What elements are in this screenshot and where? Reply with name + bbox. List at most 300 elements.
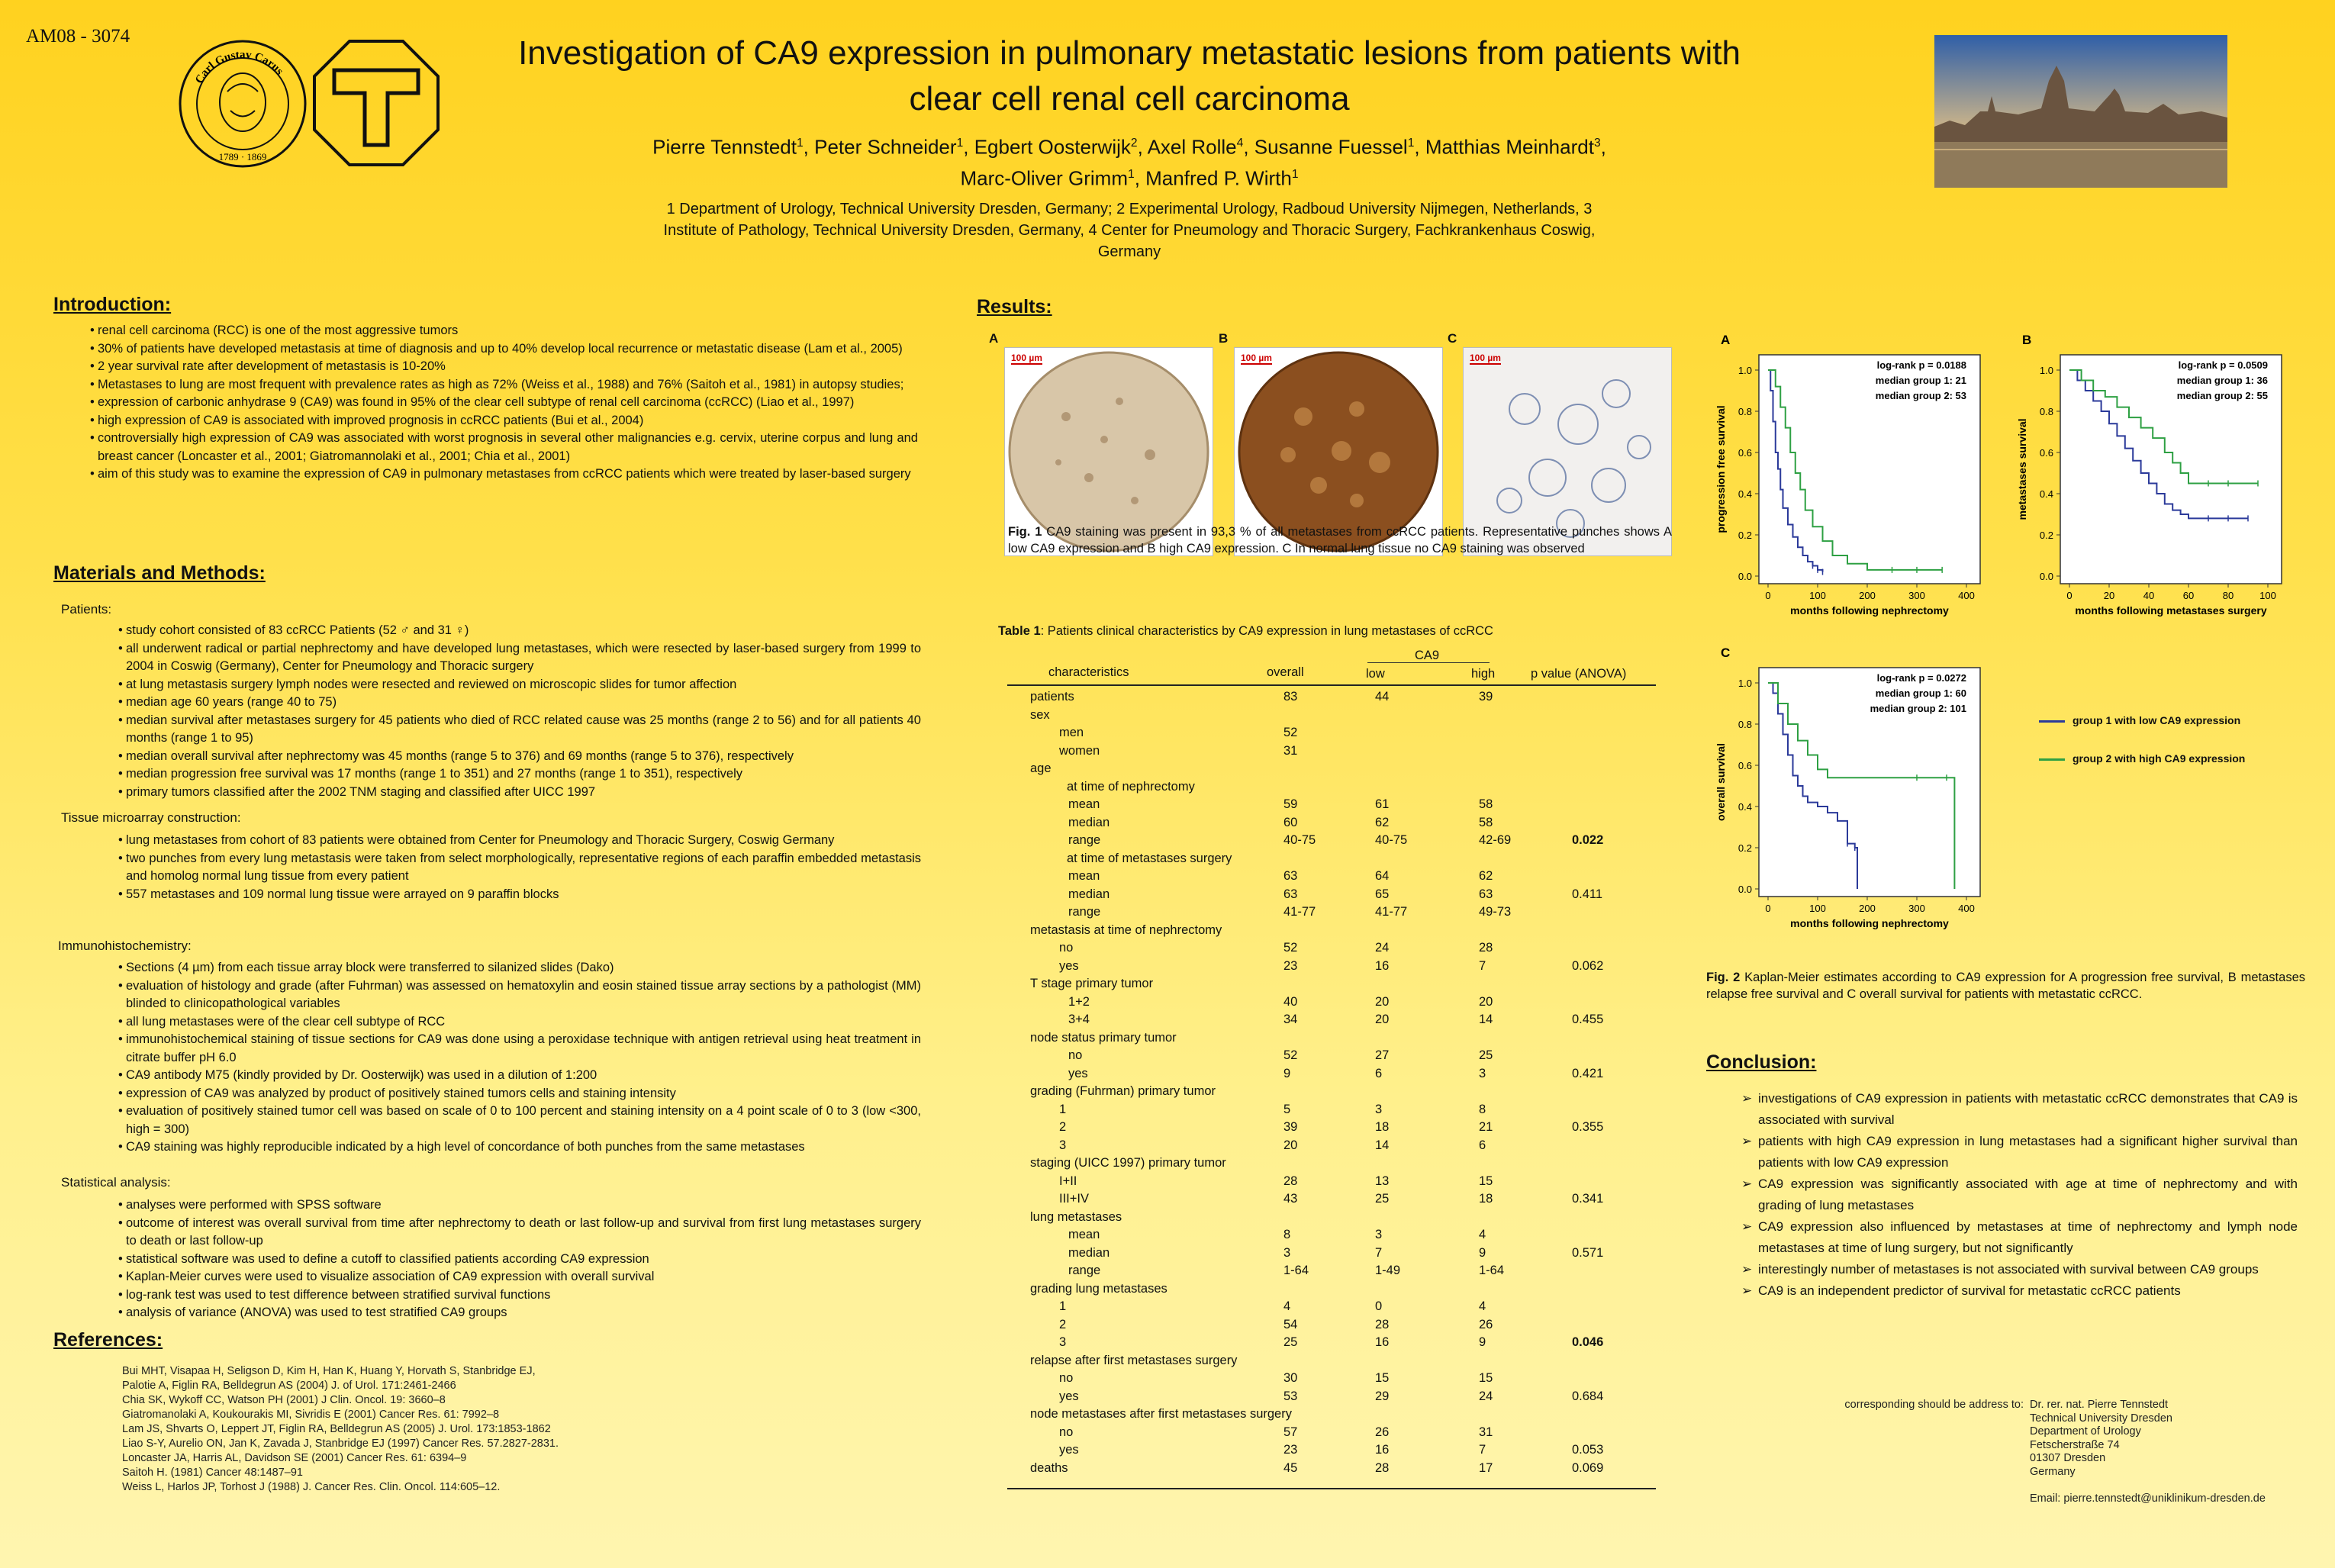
km-annotation: log-rank p = 0.0272 bbox=[1876, 672, 1966, 684]
author-name: Axel Rolle bbox=[1147, 135, 1237, 159]
table-cell-label: I+II bbox=[1059, 1174, 1077, 1188]
ihc-bullet: • Sections (4 µm) from each tissue array block were transferred to silanized slides (Dako) bbox=[118, 959, 921, 977]
table-row bbox=[1007, 1120, 1671, 1138]
table-cell-label: sex bbox=[1030, 707, 1050, 722]
ihc-bullet: • evaluation of positively stained tumor cell was based on scale of 0 to 100 percent and staining intensity on a 4 point scale of 0 to 3 (low <300, high = 300) bbox=[118, 1103, 921, 1138]
table-row bbox=[1007, 1407, 1671, 1425]
references-heading: References: bbox=[53, 1329, 163, 1351]
y-tick-label: 0.8 bbox=[1738, 719, 1752, 730]
table-cell-low: 15 bbox=[1375, 1371, 1390, 1385]
table-row bbox=[1007, 1228, 1671, 1246]
table-cell-low: 28 bbox=[1375, 1460, 1390, 1475]
y-tick-label: 0.4 bbox=[1738, 801, 1752, 813]
x-tick-label: 100 bbox=[1809, 903, 1826, 914]
reference-line: Liao S-Y, Aurelio ON, Jan K, Zavada J, Stanbridge EJ (1997) Cancer Res. 57.2827-2831. bbox=[122, 1438, 559, 1450]
table-row bbox=[1007, 852, 1671, 870]
table-cell-label: yes bbox=[1068, 1066, 1088, 1080]
table-cell-high: 20 bbox=[1479, 994, 1493, 1009]
y-tick-label: 0.8 bbox=[2039, 406, 2053, 417]
table-cell-overall: 30 bbox=[1283, 1371, 1298, 1385]
y-tick-label: 0.2 bbox=[2039, 530, 2053, 541]
table-cell-overall: 57 bbox=[1283, 1425, 1298, 1439]
poster-code: AM08 - 3074 bbox=[26, 26, 130, 47]
km-plot-b bbox=[2007, 324, 2297, 645]
table-cell-high: 26 bbox=[1479, 1317, 1493, 1331]
y-tick-label: 1.0 bbox=[1738, 678, 1752, 689]
table-cell-label: grading (Fuhrman) primary tumor bbox=[1030, 1084, 1216, 1098]
table-cell-overall: 60 bbox=[1283, 815, 1298, 829]
table-cell-overall: 40-75 bbox=[1283, 833, 1316, 847]
table-cell-label: yes bbox=[1059, 1443, 1079, 1457]
table-cell-low: 27 bbox=[1375, 1048, 1390, 1062]
table-cell-label: 1+2 bbox=[1068, 994, 1090, 1009]
table-row bbox=[1007, 744, 1671, 762]
table-row bbox=[1007, 726, 1671, 744]
table-cell-high: 15 bbox=[1479, 1174, 1493, 1188]
correspondence-line: Email: pierre.tennstedt@uniklinikum-dresden.de bbox=[2030, 1492, 2266, 1505]
table-cell-label: range bbox=[1068, 905, 1101, 919]
svg-text:Carl Gustav Carus: Carl Gustav Carus bbox=[193, 48, 286, 86]
table-cell-low: 44 bbox=[1375, 690, 1390, 704]
km-annotation: median group 1: 21 bbox=[1875, 375, 1966, 386]
table-cell-label: patients bbox=[1030, 690, 1074, 704]
table-row bbox=[1007, 833, 1671, 852]
table-row bbox=[1007, 1443, 1671, 1461]
table-cell-high: 4 bbox=[1479, 1299, 1486, 1313]
table-cell-label: 3 bbox=[1059, 1138, 1067, 1152]
table-row bbox=[1007, 1425, 1671, 1444]
reference-line: Palotie A, Figlin RA, Belldegrun AS (2004) J. of Urol. 171:2461-2466 bbox=[122, 1380, 456, 1392]
table-cell-overall: 3 bbox=[1283, 1245, 1291, 1260]
table-cell-low: 28 bbox=[1375, 1317, 1390, 1331]
table-cell-label: range bbox=[1068, 1264, 1101, 1277]
stats-bullet: • Kaplan-Meier curves were used to visualize association of CA9 expression with overall survival bbox=[118, 1268, 921, 1286]
table-cell-overall: 52 bbox=[1283, 726, 1298, 739]
table-cell-p: 0.571 bbox=[1572, 1245, 1604, 1260]
table-cell-low: 14 bbox=[1375, 1138, 1390, 1152]
table-cell-high: 31 bbox=[1479, 1425, 1493, 1439]
table-cell-label: no bbox=[1059, 941, 1074, 955]
table-cell-label: no bbox=[1059, 1425, 1074, 1439]
table-cell-label: 1 bbox=[1059, 1102, 1067, 1116]
table-cell-overall: 25 bbox=[1283, 1335, 1298, 1349]
punch-label-b: B bbox=[1219, 331, 1229, 346]
th-characteristics: characteristics bbox=[1048, 665, 1129, 679]
x-axis-label: months following nephrectomy bbox=[1790, 604, 1949, 617]
table-cell-low: 65 bbox=[1375, 887, 1390, 901]
table-cell-low: 16 bbox=[1375, 958, 1390, 973]
tma-list bbox=[118, 832, 921, 903]
y-tick-label: 0.2 bbox=[1738, 842, 1752, 854]
panel-letter: A bbox=[1721, 333, 1731, 347]
table-cell-low: 16 bbox=[1375, 1335, 1390, 1349]
patients-bullet: • study cohort consisted of 83 ccRCC Patients (52 ♂ and 31 ♀) bbox=[118, 622, 921, 640]
x-axis-label: months following nephrectomy bbox=[1790, 917, 1949, 929]
author-affil-number: 1 bbox=[1291, 167, 1299, 181]
table-row bbox=[1007, 977, 1671, 995]
table-cell-overall: 9 bbox=[1283, 1066, 1291, 1080]
table-cell-overall: 63 bbox=[1283, 869, 1298, 883]
table-cell-overall: 53 bbox=[1283, 1389, 1298, 1403]
table-cell-label: no bbox=[1068, 1048, 1083, 1062]
table-row bbox=[1007, 1174, 1671, 1193]
x-tick-label: 400 bbox=[1958, 903, 1975, 914]
y-tick-label: 0.6 bbox=[1738, 760, 1752, 771]
author-name: Peter Schneider bbox=[814, 135, 957, 159]
x-tick-label: 400 bbox=[1958, 590, 1975, 601]
reference-line: Lam JS, Shvarts O, Leppert JT, Figlin RA, Belldegrun AS (2005) J. Urol. 173:1853-1862 bbox=[122, 1423, 551, 1435]
table-row bbox=[1007, 1084, 1671, 1103]
table-cell-p: 0.355 bbox=[1572, 1120, 1604, 1134]
table-cell-label: relapse after first metastases surgery bbox=[1030, 1353, 1238, 1367]
fig2-caption: Fig. 2 Kaplan-Meier estimates according to CA9 expression for A progression free survival, B metastases relapse free survival and C overall survival for patients with metastatic ccRCC. bbox=[1706, 971, 2305, 1001]
table-cell-p: 0.341 bbox=[1572, 1192, 1604, 1206]
correspondence-line: Germany bbox=[2030, 1465, 2076, 1478]
table-row bbox=[1007, 780, 1671, 798]
patients-list bbox=[118, 622, 921, 801]
conclusion-bullet: ➢ investigations of CA9 expression in patients with metastatic ccRCC demonstrates that CA9 is associated with survival bbox=[1706, 1088, 2298, 1131]
table-cell-high: 62 bbox=[1479, 869, 1493, 883]
x-tick-label: 0 bbox=[1765, 903, 1771, 914]
table-row bbox=[1007, 1192, 1671, 1210]
x-tick-label: 300 bbox=[1908, 590, 1925, 601]
table-cell-label: yes bbox=[1059, 1389, 1079, 1403]
table-row bbox=[1007, 1067, 1671, 1085]
table-cell-high: 6 bbox=[1479, 1138, 1486, 1152]
table-cell-p: 0.069 bbox=[1572, 1460, 1604, 1475]
author-name: Egbert Oosterwijk bbox=[974, 135, 1131, 159]
conclusion-bullet: ➢ patients with high CA9 expression in lung metastases had a significant higher survival than patients with low CA9 expression bbox=[1706, 1131, 2298, 1174]
table-cell-high: 4 bbox=[1479, 1228, 1486, 1241]
author-affil-number: 1 bbox=[796, 137, 804, 150]
table-row bbox=[1007, 1210, 1671, 1228]
reference-line: Giatromanolaki A, Koukourakis MI, Sivridis E (2001) Cancer Res. 61: 7992–8 bbox=[122, 1409, 500, 1421]
stats-subheading: Statistical analysis: bbox=[61, 1175, 171, 1190]
author-name: Marc-Oliver Grimm bbox=[960, 166, 1128, 190]
table-row bbox=[1007, 797, 1671, 816]
punch-label-a: A bbox=[989, 331, 999, 346]
reference-line: Loncaster JA, Harris AL, Davidson SE (2001) Cancer Res. 61: 6394–9 bbox=[122, 1452, 467, 1464]
table-row bbox=[1007, 1318, 1671, 1336]
table-row bbox=[1007, 1013, 1671, 1031]
x-tick-label: 0 bbox=[1765, 590, 1771, 601]
correspondence-line: 01307 Dresden bbox=[2030, 1452, 2106, 1464]
table-cell-high: 9 bbox=[1479, 1245, 1486, 1260]
table-cell-overall: 28 bbox=[1283, 1174, 1298, 1188]
x-tick-label: 0 bbox=[2066, 590, 2073, 601]
intro-bullet: • 2 year survival rate after development of metastasis is 10-20% bbox=[90, 358, 918, 376]
table-cell-label: at time of metastases surgery bbox=[1067, 851, 1232, 865]
legend-low: group 1 with low CA9 expression bbox=[2039, 714, 2240, 726]
scale-bar-a: 100 µm bbox=[1011, 353, 1042, 363]
plot-area bbox=[1759, 668, 1980, 897]
correspondence-address bbox=[2030, 1399, 2312, 1505]
table-cell-overall: 1-64 bbox=[1283, 1264, 1309, 1277]
correspondence-label: corresponding should be address to: bbox=[1844, 1399, 2024, 1411]
ihc-bullet: • expression of CA9 was analyzed by product of positively stained tumors cells and staining intensity bbox=[118, 1085, 921, 1103]
conclusion-heading: Conclusion: bbox=[1706, 1051, 1817, 1073]
reference-line: Bui MHT, Visapaa H, Seligson D, Kim H, Han K, Huang Y, Horvath S, Stanbridge EJ, bbox=[122, 1365, 536, 1377]
author-affil-number: 2 bbox=[1130, 137, 1138, 150]
table-cell-overall: 45 bbox=[1283, 1460, 1298, 1475]
table-cell-high: 15 bbox=[1479, 1371, 1493, 1385]
table-cell-label: median bbox=[1068, 1245, 1110, 1260]
x-tick-label: 80 bbox=[2222, 590, 2234, 601]
table-cell-low: 20 bbox=[1375, 1013, 1390, 1026]
scale-bar-b: 100 µm bbox=[1241, 353, 1272, 363]
y-axis-label: metastases survival bbox=[2016, 418, 2028, 520]
methods-heading: Materials and Methods: bbox=[53, 562, 266, 584]
correspondence-line: Department of Urology bbox=[2030, 1425, 2141, 1438]
legend-high-swatch bbox=[2039, 758, 2065, 761]
table-row bbox=[1007, 995, 1671, 1013]
table-cell-low: 7 bbox=[1375, 1245, 1383, 1260]
table-cell-label: 2 bbox=[1059, 1120, 1067, 1134]
table-cell-low: 41-77 bbox=[1375, 905, 1408, 919]
author-name: Pierre Tennstedt bbox=[652, 135, 797, 159]
table-row bbox=[1007, 1354, 1671, 1372]
table-cell-label: 2 bbox=[1059, 1317, 1067, 1331]
x-tick-label: 40 bbox=[2143, 590, 2155, 601]
table-cell-high: 58 bbox=[1479, 797, 1493, 811]
table-cell-low: 40-75 bbox=[1375, 833, 1408, 847]
intro-bullet: • controversially high expression of CA9 was associated with worst prognosis in several other malignancies e.g. cervix, uterine corpus and lung and breast cancer (Loncaster et al., 2001; Giatromannolaki et al., 2001; Chia et al., 2001) bbox=[90, 430, 918, 465]
table-cell-label: median bbox=[1068, 815, 1110, 829]
intro-bullet: • Metastases to lung are most frequent with prevalence rates as high as 72% (Weiss et al., 1988) and 76% (Saitoh et al., 1981) in autopsy studies; bbox=[90, 376, 918, 394]
y-tick-label: 0.6 bbox=[1738, 447, 1752, 459]
table-cell-p: 0.421 bbox=[1572, 1066, 1604, 1080]
km-annotation: median group 1: 60 bbox=[1875, 687, 1966, 699]
ihc-subheading: Immunohistochemistry: bbox=[58, 939, 192, 953]
ihc-bullet: • CA9 staining was highly reproducible indicated by a high level of concordance of both punches from the same metastases bbox=[118, 1138, 921, 1157]
author-affil-number: 1 bbox=[1407, 137, 1415, 150]
conclusion-list bbox=[1706, 1088, 2298, 1302]
x-tick-label: 200 bbox=[1859, 903, 1876, 914]
table-cell-overall: 43 bbox=[1283, 1192, 1298, 1206]
table-cell-high: 42-69 bbox=[1479, 833, 1512, 847]
km-annotation: median group 2: 101 bbox=[1870, 703, 1966, 714]
author-affil-number: 4 bbox=[1236, 137, 1244, 150]
affiliations: 1 Department of Urology, Technical University Dresden, Germany; 2 Experimental Urology, Radboud University Nijmegen, Netherlands, 3 Institute of Pathology, Technical University Dresden, Germany, 4 Center for Pneumology and Thoracic Surgery, Fachkrankenhaus Coswig, Germany bbox=[663, 201, 1596, 260]
table-cell-overall: 23 bbox=[1283, 958, 1298, 973]
author-affil-number: 3 bbox=[1593, 137, 1601, 150]
patients-bullet: • primary tumors classified after the 2002 TNM staging and classified after UICC 1997 bbox=[118, 784, 921, 802]
table-row bbox=[1007, 1031, 1671, 1049]
table-row bbox=[1007, 1461, 1671, 1479]
x-axis-label: months following metastases surgery bbox=[2075, 604, 2267, 617]
table-cell-high: 9 bbox=[1479, 1335, 1486, 1349]
y-tick-label: 0.2 bbox=[1738, 530, 1752, 541]
reference-line: Weiss L, Harlos JP, Torhost J (1988) J. Cancer Res. Clin. Oncol. 114:605–12. bbox=[122, 1481, 501, 1493]
table-cell-p: 0.411 bbox=[1572, 887, 1603, 901]
table-cell-label: lung metastases bbox=[1030, 1209, 1122, 1224]
table-row bbox=[1007, 1246, 1671, 1264]
table-cell-overall: 59 bbox=[1283, 797, 1298, 811]
table-cell-label: node metastases after first metastases surgery bbox=[1030, 1407, 1292, 1421]
table-cell-low: 64 bbox=[1375, 869, 1390, 883]
table-cell-low: 6 bbox=[1375, 1066, 1383, 1080]
punch-label-c: C bbox=[1448, 331, 1457, 346]
km-annotation: log-rank p = 0.0509 bbox=[2178, 359, 2268, 371]
table-cell-label: 3 bbox=[1059, 1335, 1067, 1349]
table-cell-overall: 40 bbox=[1283, 994, 1298, 1009]
fig1-caption: Fig. 1 CA9 staining was present in 93,3 % of all metastases from ccRCC patients. Representative punches shows A low CA9 expression and B high CA9 expression. C In normal lung tissue no CA9 staining was observed bbox=[1008, 525, 1672, 555]
stats-bullet: • statistical software was used to define a cutoff to classified patients according CA9 expression bbox=[118, 1251, 921, 1269]
introduction-list bbox=[90, 322, 918, 484]
tma-subheading: Tissue microarray construction: bbox=[61, 810, 241, 825]
reference-line: Saitoh H. (1981) Cancer 48:1487–91 bbox=[122, 1467, 303, 1479]
patients-subheading: Patients: bbox=[61, 602, 112, 617]
table-cell-high: 17 bbox=[1479, 1460, 1493, 1475]
intro-bullet: • expression of carbonic anhydrase 9 (CA9) was found in 95% of the clear cell subtype of renal cell carcinoma (ccRCC) (Liao et al., 1997) bbox=[90, 394, 918, 412]
table-row bbox=[1007, 1264, 1671, 1282]
table-cell-overall: 23 bbox=[1283, 1443, 1298, 1457]
y-axis-label: progression free survival bbox=[1715, 405, 1727, 533]
table-cell-overall: 54 bbox=[1283, 1317, 1298, 1331]
correspondence-line: Dr. rer. nat. Pierre Tennstedt bbox=[2030, 1399, 2169, 1411]
table-cell-high: 25 bbox=[1479, 1048, 1493, 1062]
intro-bullet: • renal cell carcinoma (RCC) is one of the most aggressive tumors bbox=[90, 322, 918, 340]
table-row bbox=[1007, 761, 1671, 780]
th-overall: overall bbox=[1267, 665, 1304, 679]
table-cell-overall: 83 bbox=[1283, 690, 1298, 704]
table-cell-label: mean bbox=[1068, 797, 1100, 811]
author-list: Pierre Tennstedt$^1$, Peter Schneider$^1$, Egbert Oosterwijk$^2$, Axel Rolle$^4$, Susanne Fuessel$^1$, Matthias Meinhardt$^3$, Marc-Oliver Grimm$^1$, Manfred P. Wirth$^1$ bbox=[652, 135, 1606, 190]
reference-line: Chia SK, Wykoff CC, Watson PH (2001) J Clin. Oncol. 19: 3660–8 bbox=[122, 1394, 446, 1406]
km-annotation: median group 2: 55 bbox=[2176, 390, 2268, 401]
table-cell-high: 24 bbox=[1479, 1389, 1493, 1403]
table-cell-label: no bbox=[1059, 1371, 1074, 1385]
y-tick-label: 0.4 bbox=[2039, 488, 2053, 500]
table-cell-low: 20 bbox=[1375, 994, 1390, 1009]
table-cell-p: 0.062 bbox=[1572, 958, 1604, 973]
table-row bbox=[1007, 959, 1671, 977]
y-axis-label: overall survival bbox=[1715, 743, 1727, 821]
correspondence-line: Technical University Dresden bbox=[2030, 1412, 2172, 1425]
table-row bbox=[1007, 708, 1671, 726]
conclusion-bullet: ➢ CA9 is an independent predictor of survival for metastatic ccRCC patients bbox=[1706, 1280, 2298, 1302]
legend-low-swatch bbox=[2039, 720, 2065, 723]
scale-bar-c: 100 µm bbox=[1470, 353, 1501, 363]
plot-area bbox=[1759, 355, 1980, 584]
table-cell-high: 8 bbox=[1479, 1102, 1486, 1116]
correspondence-line: Fetscherstraße 74 bbox=[2030, 1438, 2120, 1451]
panel-letter: B bbox=[2022, 333, 2032, 347]
table-cell-high: 63 bbox=[1479, 887, 1493, 901]
conclusion-bullet: ➢ interestingly number of metastases is not associated with survival between CA9 groups bbox=[1706, 1259, 2298, 1280]
table-cell-label: 1 bbox=[1059, 1299, 1067, 1313]
ihc-bullet: • CA9 antibody M75 (kindly provided by Dr. Oosterwijk) was used in a dilution of 1:200 bbox=[118, 1067, 921, 1085]
table-cell-low: 29 bbox=[1375, 1389, 1390, 1403]
table-cell-label: node status primary tumor bbox=[1030, 1030, 1177, 1045]
table-cell-high: 7 bbox=[1479, 1443, 1486, 1457]
table-cell-high: 28 bbox=[1479, 941, 1493, 955]
conclusion-bullet: ➢ CA9 expression was significantly associated with age at time of nephrectomy and with grading of lung metastases bbox=[1706, 1174, 2298, 1216]
results-heading: Results: bbox=[977, 296, 1052, 317]
clinical-characteristics-table bbox=[1007, 649, 1656, 1496]
stats-bullet: • analyses were performed with SPSS software bbox=[118, 1196, 921, 1215]
table-cell-high: 58 bbox=[1479, 815, 1493, 829]
table-cell-label: deaths bbox=[1030, 1460, 1068, 1475]
table-cell-overall: 41-77 bbox=[1283, 905, 1316, 919]
table-cell-label: III+IV bbox=[1059, 1192, 1089, 1206]
table-cell-overall: 4 bbox=[1283, 1299, 1291, 1313]
table-cell-label: T stage primary tumor bbox=[1030, 977, 1154, 990]
th-low: low bbox=[1366, 667, 1385, 681]
patients-bullet: • median survival after metastases surgery for 45 patients who died of RCC related cause was 25 months (range 2 to 56) and for all patients 40 months (range 1 to 95) bbox=[118, 712, 921, 748]
table-cell-p: 0.684 bbox=[1572, 1389, 1604, 1403]
table-cell-label: median bbox=[1068, 887, 1110, 901]
table-cell-label: yes bbox=[1059, 958, 1079, 973]
table-row bbox=[1007, 1335, 1671, 1354]
table-cell-low: 18 bbox=[1375, 1120, 1390, 1134]
th-high: high bbox=[1471, 667, 1496, 681]
table-cell-label: mean bbox=[1068, 1228, 1100, 1241]
table-cell-high: 1-64 bbox=[1479, 1264, 1505, 1277]
y-tick-label: 1.0 bbox=[2039, 365, 2053, 376]
table-cell-high: 18 bbox=[1479, 1192, 1493, 1206]
table-cell-low: 25 bbox=[1375, 1192, 1390, 1206]
ihc-bullet: • evaluation of histology and grade (after Fuhrman) was assessed on hematoxylin and eosin stained tissue array sections by a pathologist (MM) blinded to clinicopathological variables bbox=[118, 977, 921, 1013]
table-cell-label: metastasis at time of nephrectomy bbox=[1030, 922, 1222, 937]
table-cell-overall: 39 bbox=[1283, 1120, 1298, 1134]
table-cell-high: 49-73 bbox=[1479, 905, 1512, 919]
author-affil-number: 1 bbox=[1128, 167, 1135, 181]
table-cell-overall: 5 bbox=[1283, 1102, 1291, 1116]
poster-title: Investigation of CA9 expression in pulmonary metastatic lesions from patients with clear cell renal cell carcinoma bbox=[518, 34, 1741, 118]
table-cell-label: grading lung metastases bbox=[1030, 1281, 1168, 1296]
table-cell-high: 14 bbox=[1479, 1013, 1493, 1026]
svg-text:1789 · 1869: 1789 · 1869 bbox=[218, 151, 267, 163]
table-cell-high: 21 bbox=[1479, 1120, 1493, 1134]
patients-bullet: • at lung metastasis surgery lymph nodes were resected and reviewed on microscopic slides for tumor affection bbox=[118, 676, 921, 694]
table-cell-label: women bbox=[1059, 743, 1100, 758]
intro-bullet: • 30% of patients have developed metastasis at time of diagnosis and up to 40% develop local recurrence or metastatic disease (Lam et al., 2005) bbox=[90, 340, 918, 359]
table-cell-overall: 31 bbox=[1283, 743, 1298, 758]
km-plot-a bbox=[1705, 324, 1995, 645]
table-cell-overall: 20 bbox=[1283, 1138, 1298, 1152]
y-tick-label: 0.0 bbox=[1738, 571, 1752, 582]
tma-bullet: • 557 metastases and 109 normal lung tissue were arrayed on 9 paraffin blocks bbox=[118, 886, 921, 904]
table-row bbox=[1007, 941, 1671, 959]
conclusion-bullet: ➢ CA9 expression also influenced by metastases at time of nephrectomy and lymph node metastases at time of lung surgery, but not significantly bbox=[1706, 1216, 2298, 1259]
intro-bullet: • aim of this study was to examine the expression of CA9 in pulmonary metastases from ccRCC patients which were treated by laser-based surgery bbox=[90, 465, 918, 484]
y-tick-label: 0.0 bbox=[1738, 884, 1752, 895]
table-cell-label: range bbox=[1068, 833, 1101, 847]
table-cell-label: age bbox=[1030, 761, 1052, 775]
table-cell-label: at time of nephrectomy bbox=[1067, 779, 1195, 794]
ihc-bullet: • immunohistochemical staining of tissue sections for CA9 was done using a peroxidase technique with antigen retrieval using heat treatment in citrate buffer pH 6.0 bbox=[118, 1031, 921, 1067]
patients-bullet: • median age 60 years (range 40 to 75) bbox=[118, 694, 921, 712]
table-cell-low: 0 bbox=[1375, 1299, 1383, 1313]
y-tick-label: 0.0 bbox=[2039, 571, 2053, 582]
tu-dresden-logo bbox=[311, 38, 441, 168]
table-cell-p: 0.053 bbox=[1572, 1443, 1604, 1457]
x-tick-label: 100 bbox=[1809, 590, 1826, 601]
author-affil-number: 1 bbox=[956, 137, 964, 150]
legend-high: group 2 with high CA9 expression bbox=[2039, 752, 2245, 765]
table-cell-overall: 8 bbox=[1283, 1228, 1291, 1241]
table-cell-overall: 34 bbox=[1283, 1013, 1298, 1026]
carus-seal-logo bbox=[177, 38, 308, 169]
th-ca9: CA9 bbox=[1415, 649, 1440, 662]
table-cell-low: 13 bbox=[1375, 1174, 1390, 1188]
km-annotation: log-rank p = 0.0188 bbox=[1876, 359, 1966, 371]
stats-list bbox=[118, 1196, 921, 1322]
table-row bbox=[1007, 1299, 1671, 1318]
table-cell-overall: 63 bbox=[1283, 887, 1298, 901]
table-row bbox=[1007, 869, 1671, 887]
